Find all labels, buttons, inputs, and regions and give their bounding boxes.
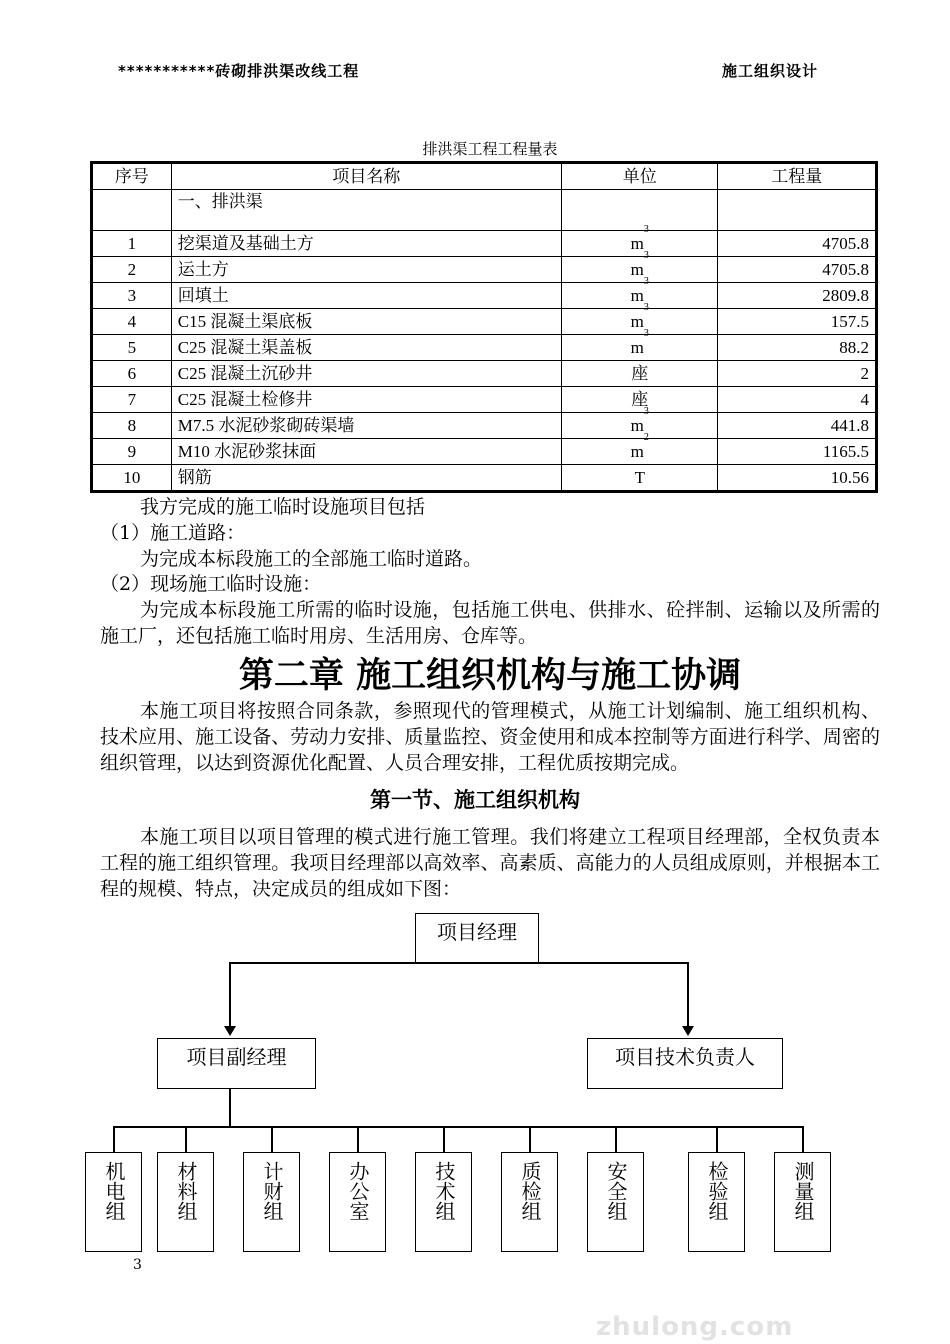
row-name: 挖渠道及基础土方 [171,231,561,257]
row-qty: 1165.5 [718,439,877,465]
chapter-title: 第二章 施工组织机构与施工协调 [238,656,742,696]
table-section-row [92,190,877,231]
row-qty: 2 [718,361,877,387]
row-unit [562,387,718,413]
org-group-box [774,1152,831,1252]
table-row [92,387,877,413]
paragraph-site-facilities: 为完成本标段施工所需的临时设施，包括施工供电、供排水、砼拌制、运输以及所需的施工厂，还包括施工临时用房、生活用房、仓库等。 [100,599,880,647]
org-group-box [688,1152,745,1252]
page-number: 3 [133,1257,142,1273]
row-no: 4 [92,309,172,335]
unit-exponent: 3 [643,405,649,417]
table-row [92,361,877,387]
header-cell-name: 项目名称 [171,163,561,190]
org-group-label: 材料组 [174,1161,198,1221]
paragraph-construction-road-heading: （1）施工道路： [100,522,246,544]
table-row [92,283,877,309]
org-project-manager: 项目经理 [415,913,539,963]
row-unit [562,223,718,257]
unit-text: m [630,415,644,435]
org-group-label: 测量组 [791,1161,815,1221]
row-unit [562,249,718,283]
row-no: 1 [92,231,172,257]
row-name: C25 混凝土检修井 [171,387,561,413]
unit-text: m [630,233,644,253]
row-unit [562,301,718,335]
row-unit [562,405,718,439]
row-unit [562,465,718,492]
org-group-label: 计财组 [260,1161,284,1221]
section-label: 一、排洪渠 [171,190,561,231]
unit-text: m [630,285,644,305]
row-name: 回填土 [171,283,561,309]
unit-exponent: 3 [643,223,649,235]
table-row [92,309,877,335]
unit-exponent: 3 [643,275,649,287]
header-cell-qty: 工程量 [718,163,877,190]
paragraph-construction-road: 为完成本标段施工的全部施工临时道路。 [140,548,483,570]
unit-exponent: 3 [643,301,649,313]
watermark: zhulong.com [596,1312,794,1342]
header-project-title: ***********砖砌排洪渠改线工程 [118,62,360,80]
org-group-label: 办公室 [346,1161,370,1221]
row-qty: 4 [718,387,877,413]
header-cell-unit: 单位 [562,163,718,190]
row-no: 10 [92,465,172,492]
row-unit [562,327,718,361]
row-no: 8 [92,413,172,439]
unit-text: m [630,441,644,461]
table-caption: 排洪渠工程工程量表 [422,140,558,158]
unit-exponent: 2 [643,431,649,443]
row-qty: 88.2 [718,335,877,361]
org-group-box [157,1152,214,1252]
table-header-row [92,163,877,190]
org-group-box [587,1152,644,1252]
table-row [92,439,877,465]
unit-exponent: 3 [643,327,649,339]
org-group-label: 安全组 [604,1161,628,1221]
row-name: 运土方 [171,257,561,283]
quantities-table [90,161,878,493]
row-qty: 4705.8 [718,257,877,283]
paragraph-organization: 本施工项目以项目管理的模式进行施工管理。我们将建立工程项目经理部，全权负责本工程的施工组织管理。我项目经理部以高效率、高素质、高能力的人员组成原则，并根据本工程的规模、特点，决定成员的组成如下图： [100,826,880,900]
row-no: 5 [92,335,172,361]
row-no: 2 [92,257,172,283]
org-group-label: 机电组 [102,1161,126,1221]
org-group-box [501,1152,558,1252]
row-no: 6 [92,361,172,387]
org-group-label: 技术组 [432,1161,456,1221]
row-name: M10 水泥砂浆抹面 [171,439,561,465]
org-group-box [85,1152,142,1252]
unit-text: 座 [631,389,649,409]
row-qty: 441.8 [718,413,877,439]
row-qty: 4705.8 [718,231,877,257]
header-doc-type: 施工组织设计 [722,62,819,80]
paragraph-temp-facilities-intro: 我方完成的施工临时设施项目包括 [140,496,426,518]
row-name: C25 混凝土沉砂井 [171,361,561,387]
header-cell-no: 序号 [92,163,172,190]
section-title: 第一节、施工组织机构 [370,788,580,812]
row-qty: 2809.8 [718,283,877,309]
unit-exponent: 3 [643,249,649,261]
unit-text: m [630,337,644,357]
unit-text: 座 [631,363,649,383]
row-name: M7.5 水泥砂浆砌砖渠墙 [171,413,561,439]
org-technical-lead: 项目技术负责人 [587,1038,783,1089]
row-qty: 157.5 [718,309,877,335]
table-row [92,335,877,361]
paragraph-chapter-intro: 本施工项目将按照合同条款，参照现代的管理模式，从施工计划编制、施工组织机构、技术应用、施工设备、劳动力安排、质量监控、资金使用和成本控制等方面进行科学、周密的组织管理，以达到资源优化配置、人员合理安排，工程优质按期完成。 [100,700,880,774]
arrow-head-left [224,1026,236,1036]
org-group-box [415,1152,472,1252]
row-name: C25 混凝土渠盖板 [171,335,561,361]
table-row [92,231,877,257]
org-group-label: 质检组 [518,1161,542,1221]
table-row [92,465,877,492]
row-unit [562,275,718,309]
row-unit [562,361,718,387]
paragraph-site-facilities-heading: （2）现场施工临时设施： [100,573,322,595]
row-name: C15 混凝土渠底板 [171,309,561,335]
row-unit [562,431,718,465]
table-row [92,413,877,439]
org-group-box [329,1152,386,1252]
row-no: 9 [92,439,172,465]
table-row [92,257,877,283]
row-no: 3 [92,283,172,309]
unit-text: m [630,311,644,331]
org-deputy-manager: 项目副经理 [157,1038,316,1089]
row-name: 钢筋 [171,465,561,492]
unit-text: m [630,259,644,279]
org-group-label: 检验组 [705,1161,729,1221]
unit-text: T [634,467,645,487]
row-qty: 10.56 [718,465,877,492]
arrow-head-right [682,1026,694,1036]
org-group-box [243,1152,300,1252]
row-no: 7 [92,387,172,413]
